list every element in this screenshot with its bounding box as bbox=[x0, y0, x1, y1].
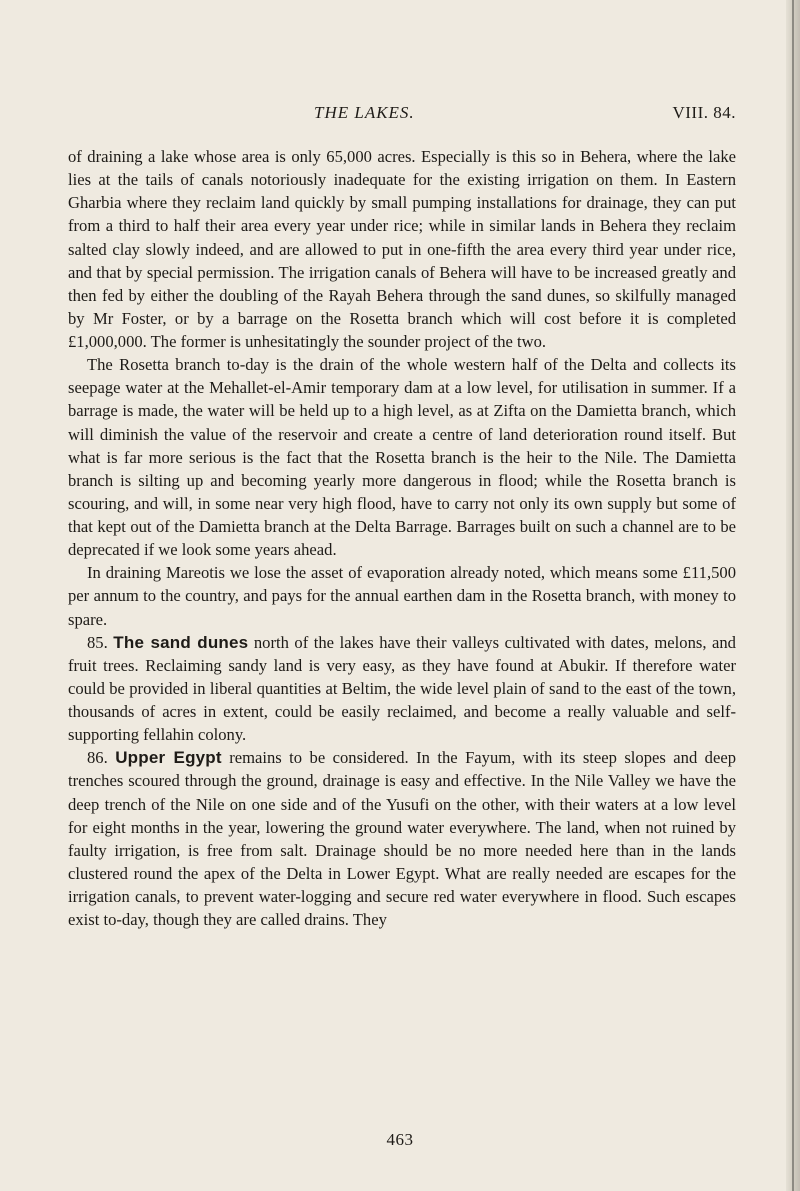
running-title: THE LAKES. bbox=[314, 103, 415, 122]
page-edge-line bbox=[792, 0, 794, 1191]
page-header bbox=[68, 103, 736, 129]
section-reference: VIII. 84. bbox=[672, 103, 736, 122]
paragraph-continuation bbox=[68, 145, 736, 353]
section-number: 85. bbox=[87, 632, 108, 652]
paragraph-text: The Rosetta branch to-day is the drain of the whole western half of the Delta and collects its seepage water at the Mehallet-el-Amir temporary dam at a low level, for utilisation in summer. If a barrage is made, the water will be held up to a high level, as at Zifta on the Damietta branch, which will diminish the value of the reservoir and create a centre of land deterioration round itself. But what is far more serious is the fact that the Rosetta branch is the heir to the Nile. The Damietta branch is silting up and becoming yearly more dangerous in flood; while the Rosetta branch is scouring, and will, in some near very high flood, have to carry not only its own supply but some of that kept out of the Damietta branch at the Delta Barrage. Barrages built on such a channel are to be deprecated if we look some years ahead. bbox=[68, 355, 736, 560]
page-number: 463 bbox=[386, 1130, 414, 1149]
paragraph-mareotis bbox=[68, 561, 736, 630]
paragraph-rosetta-branch bbox=[68, 353, 736, 561]
section-heading: The sand dunes bbox=[113, 632, 249, 652]
body-text bbox=[68, 145, 736, 931]
paragraph-text: north of the lakes have their valleys cultivated with dates, melons, and fruit trees. Reclaiming sandy land is very easy, as they have found at Abukir. If therefore water could be provided in liberal quantities at Beltim, the wide level plain of sand to the east of the town, thousands of acres in extent, could be easily reclaimed, and become a really valuable and self-supporting fellahin colony. bbox=[68, 632, 736, 745]
section-heading: Upper Egypt bbox=[115, 748, 222, 768]
section-86-upper-egypt bbox=[68, 746, 736, 931]
section-85-sand-dunes bbox=[68, 631, 736, 747]
paragraph-text: In draining Mareotis we lose the asset of evaporation already noted, which means some £11,500 per annum to the country, and pays for the annual earthen dam in the Rosetta branch, with money to spare. bbox=[68, 563, 736, 629]
section-number: 86. bbox=[87, 748, 108, 768]
paragraph-text: of draining a lake whose area is only 65,000 acres. Especially is this so in Behera, where the lake lies at the tails of canals notoriously inadequate for the existing irrigation on them. In Eastern Gharbia where they reclaim land quickly by small pumping installations for drainage, they can put from a third to half their area every year under rice; while in similar lands in Behera they reclaim salted clay slowly indeed, and are allowed to put in one-fifth the area every third year under rice, and that by special permission. The irrigation canals of Behera will have to be increased greatly and then fed by either the doubling of the Rayah Behera through the sand dunes, so skilfully managed by Mr Foster, or by a barrage on the Rosetta branch which will cost before it is completed £1,000,000. The former is unhesitatingly the sounder project of the two. bbox=[68, 147, 736, 351]
paragraph-text: remains to be considered. In the Fayum, with its steep slopes and deep trenches scoured through the ground, drainage is easy and effective. In the Nile Valley we have the deep trench of the Nile on one side and of the Yusufi on the other, with their waters at a low level for eight months in the year, lowering the ground water everywhere. The land, when not ruined by faulty irrigation, is free from salt. Drainage should be no more needed here than in the lands clustered round the apex of the Delta in Lower Egypt. What are really needed are escapes for the irrigation canals, to prevent water-logging and secure red water everywhere in flood. Such escapes exist to-day, though they are called drains. They bbox=[68, 748, 737, 930]
